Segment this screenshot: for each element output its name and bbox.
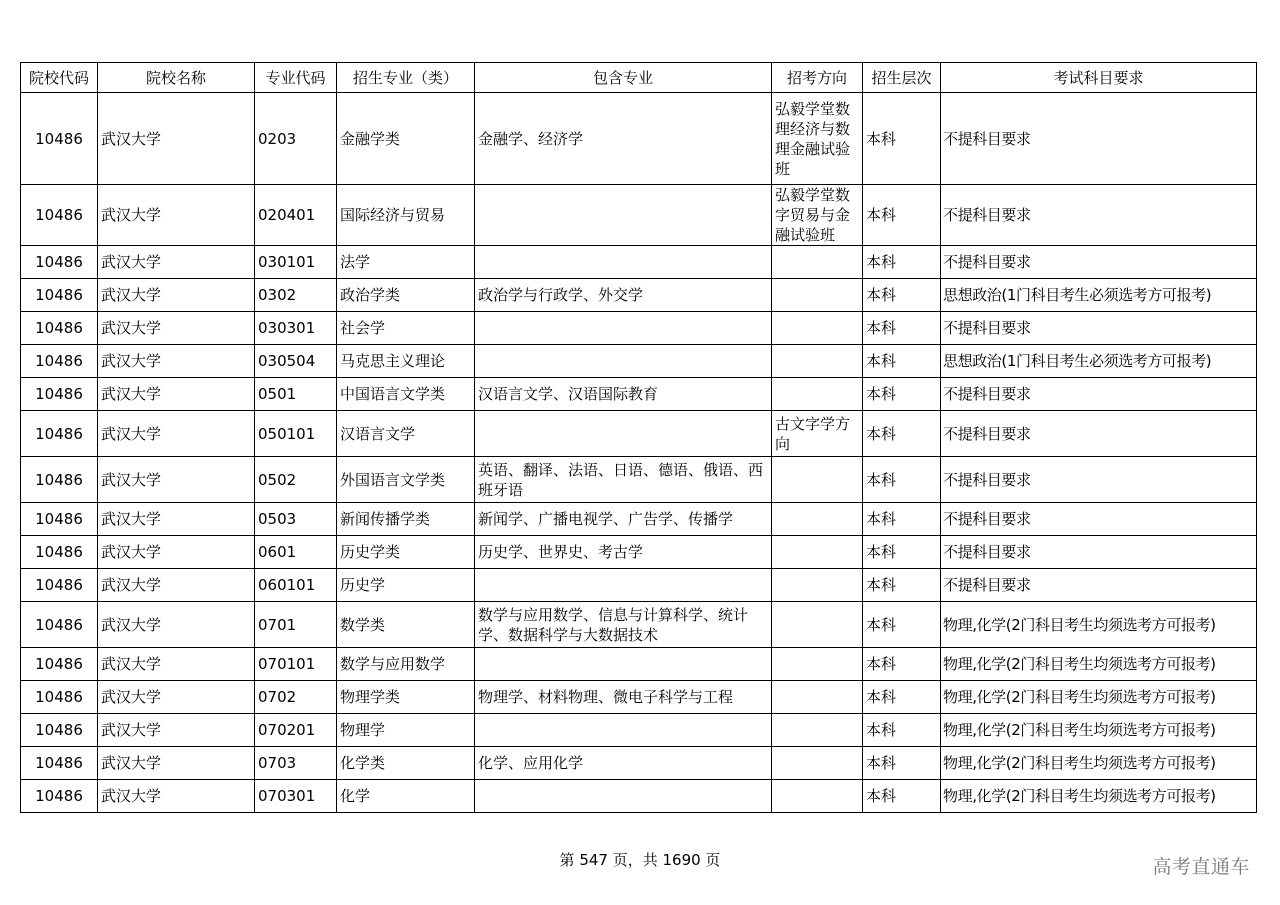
major-code-cell: 0702 bbox=[255, 681, 337, 714]
major-code-cell: 050101 bbox=[255, 411, 337, 457]
included-majors-cell: 物理学、材料物理、微电子科学与工程 bbox=[475, 681, 772, 714]
school-code-cell: 10486 bbox=[21, 378, 98, 411]
direction-cell bbox=[772, 246, 863, 279]
level-cell: 本科 bbox=[863, 312, 941, 345]
subject-requirements-cell: 思想政治(1门科目考生必须选考方可报考) bbox=[941, 279, 1257, 312]
major-cell: 历史学类 bbox=[337, 536, 475, 569]
header-school-name: 院校名称 bbox=[98, 63, 255, 93]
level-cell: 本科 bbox=[863, 681, 941, 714]
table-row bbox=[21, 503, 1257, 536]
major-cell: 新闻传播学类 bbox=[337, 503, 475, 536]
major-code-cell: 0503 bbox=[255, 503, 337, 536]
table-row bbox=[21, 648, 1257, 681]
school-name-cell: 武汉大学 bbox=[98, 457, 255, 503]
included-majors-cell bbox=[475, 345, 772, 378]
direction-cell bbox=[772, 279, 863, 312]
included-majors-cell bbox=[475, 714, 772, 747]
included-majors-cell bbox=[475, 246, 772, 279]
direction-cell bbox=[772, 602, 863, 648]
table-row bbox=[21, 246, 1257, 279]
subject-requirements-cell: 不提科目要求 bbox=[941, 411, 1257, 457]
level-cell: 本科 bbox=[863, 279, 941, 312]
level-cell: 本科 bbox=[863, 536, 941, 569]
subject-requirements-cell: 不提科目要求 bbox=[941, 185, 1257, 246]
major-code-cell: 020401 bbox=[255, 185, 337, 246]
major-cell: 社会学 bbox=[337, 312, 475, 345]
school-code-cell: 10486 bbox=[21, 411, 98, 457]
school-code-cell: 10486 bbox=[21, 503, 98, 536]
school-name-cell: 武汉大学 bbox=[98, 93, 255, 185]
school-code-cell: 10486 bbox=[21, 345, 98, 378]
direction-cell bbox=[772, 780, 863, 813]
subject-requirements-cell: 不提科目要求 bbox=[941, 312, 1257, 345]
level-cell: 本科 bbox=[863, 780, 941, 813]
school-code-cell: 10486 bbox=[21, 747, 98, 780]
direction-cell bbox=[772, 378, 863, 411]
school-code-cell: 10486 bbox=[21, 93, 98, 185]
school-name-cell: 武汉大学 bbox=[98, 312, 255, 345]
table-row bbox=[21, 312, 1257, 345]
included-majors-cell: 英语、翻译、法语、日语、德语、俄语、西班牙语 bbox=[475, 457, 772, 503]
level-cell: 本科 bbox=[863, 714, 941, 747]
subject-requirements-cell: 物理,化学(2门科目考生均须选考方可报考) bbox=[941, 681, 1257, 714]
major-cell: 政治学类 bbox=[337, 279, 475, 312]
watermark: 高考直通车 bbox=[1152, 856, 1250, 878]
subject-requirements-cell: 物理,化学(2门科目考生均须选考方可报考) bbox=[941, 747, 1257, 780]
direction-cell bbox=[772, 747, 863, 780]
school-code-cell: 10486 bbox=[21, 246, 98, 279]
table-row bbox=[21, 185, 1257, 246]
school-code-cell: 10486 bbox=[21, 279, 98, 312]
major-cell: 法学 bbox=[337, 246, 475, 279]
subject-requirements-cell: 不提科目要求 bbox=[941, 569, 1257, 602]
table-row bbox=[21, 681, 1257, 714]
subject-requirements-cell: 物理,化学(2门科目考生均须选考方可报考) bbox=[941, 602, 1257, 648]
major-cell: 化学 bbox=[337, 780, 475, 813]
direction-cell bbox=[772, 569, 863, 602]
included-majors-cell: 新闻学、广播电视学、广告学、传播学 bbox=[475, 503, 772, 536]
school-code-cell: 10486 bbox=[21, 312, 98, 345]
school-name-cell: 武汉大学 bbox=[98, 747, 255, 780]
direction-cell bbox=[772, 648, 863, 681]
included-majors-cell bbox=[475, 780, 772, 813]
direction-cell bbox=[772, 312, 863, 345]
major-code-cell: 030301 bbox=[255, 312, 337, 345]
school-code-cell: 10486 bbox=[21, 185, 98, 246]
school-code-cell: 10486 bbox=[21, 681, 98, 714]
school-name-cell: 武汉大学 bbox=[98, 536, 255, 569]
direction-cell: 弘毅学堂数字贸易与金融试验班 bbox=[772, 185, 863, 246]
level-cell: 本科 bbox=[863, 569, 941, 602]
major-code-cell: 0502 bbox=[255, 457, 337, 503]
table-row bbox=[21, 93, 1257, 185]
table-row bbox=[21, 536, 1257, 569]
level-cell: 本科 bbox=[863, 411, 941, 457]
school-name-cell: 武汉大学 bbox=[98, 780, 255, 813]
header-major: 招生专业（类） bbox=[337, 63, 475, 93]
subject-requirements-cell: 不提科目要求 bbox=[941, 536, 1257, 569]
direction-cell bbox=[772, 714, 863, 747]
table-row bbox=[21, 345, 1257, 378]
major-cell: 中国语言文学类 bbox=[337, 378, 475, 411]
school-code-cell: 10486 bbox=[21, 602, 98, 648]
level-cell: 本科 bbox=[863, 503, 941, 536]
subject-requirements-cell: 物理,化学(2门科目考生均须选考方可报考) bbox=[941, 714, 1257, 747]
school-name-cell: 武汉大学 bbox=[98, 503, 255, 536]
direction-cell: 弘毅学堂数理经济与数理金融试验班 bbox=[772, 93, 863, 185]
major-code-cell: 0703 bbox=[255, 747, 337, 780]
table-row bbox=[21, 780, 1257, 813]
school-name-cell: 武汉大学 bbox=[98, 714, 255, 747]
included-majors-cell: 数学与应用数学、信息与计算科学、统计学、数据科学与大数据技术 bbox=[475, 602, 772, 648]
direction-cell bbox=[772, 503, 863, 536]
school-name-cell: 武汉大学 bbox=[98, 279, 255, 312]
header-level: 招生层次 bbox=[863, 63, 941, 93]
major-code-cell: 070201 bbox=[255, 714, 337, 747]
major-cell: 汉语言文学 bbox=[337, 411, 475, 457]
level-cell: 本科 bbox=[863, 185, 941, 246]
included-majors-cell: 金融学、经济学 bbox=[475, 93, 772, 185]
school-name-cell: 武汉大学 bbox=[98, 569, 255, 602]
table-row bbox=[21, 569, 1257, 602]
included-majors-cell bbox=[475, 411, 772, 457]
table-body bbox=[21, 93, 1257, 813]
header-major-code: 专业代码 bbox=[255, 63, 337, 93]
major-cell: 历史学 bbox=[337, 569, 475, 602]
school-code-cell: 10486 bbox=[21, 457, 98, 503]
level-cell: 本科 bbox=[863, 378, 941, 411]
major-code-cell: 0501 bbox=[255, 378, 337, 411]
school-code-cell: 10486 bbox=[21, 569, 98, 602]
major-code-cell: 070301 bbox=[255, 780, 337, 813]
table-row bbox=[21, 747, 1257, 780]
level-cell: 本科 bbox=[863, 345, 941, 378]
included-majors-cell bbox=[475, 185, 772, 246]
header-direction: 招考方向 bbox=[772, 63, 863, 93]
school-code-cell: 10486 bbox=[21, 714, 98, 747]
school-name-cell: 武汉大学 bbox=[98, 411, 255, 457]
school-code-cell: 10486 bbox=[21, 648, 98, 681]
school-code-cell: 10486 bbox=[21, 536, 98, 569]
major-cell: 金融学类 bbox=[337, 93, 475, 185]
major-cell: 国际经济与贸易 bbox=[337, 185, 475, 246]
admissions-table bbox=[20, 62, 1257, 813]
subject-requirements-cell: 物理,化学(2门科目考生均须选考方可报考) bbox=[941, 780, 1257, 813]
subject-requirements-cell: 物理,化学(2门科目考生均须选考方可报考) bbox=[941, 648, 1257, 681]
major-code-cell: 0601 bbox=[255, 536, 337, 569]
table-row bbox=[21, 411, 1257, 457]
table-row bbox=[21, 279, 1257, 312]
major-code-cell: 0203 bbox=[255, 93, 337, 185]
major-cell: 外国语言文学类 bbox=[337, 457, 475, 503]
major-cell: 数学类 bbox=[337, 602, 475, 648]
table-row bbox=[21, 602, 1257, 648]
level-cell: 本科 bbox=[863, 246, 941, 279]
table-row bbox=[21, 378, 1257, 411]
major-code-cell: 0302 bbox=[255, 279, 337, 312]
major-code-cell: 060101 bbox=[255, 569, 337, 602]
header-row bbox=[21, 63, 1257, 93]
included-majors-cell: 政治学与行政学、外交学 bbox=[475, 279, 772, 312]
school-name-cell: 武汉大学 bbox=[98, 185, 255, 246]
school-name-cell: 武汉大学 bbox=[98, 378, 255, 411]
direction-cell bbox=[772, 536, 863, 569]
school-name-cell: 武汉大学 bbox=[98, 246, 255, 279]
header-included-majors: 包含专业 bbox=[475, 63, 772, 93]
level-cell: 本科 bbox=[863, 648, 941, 681]
subject-requirements-cell: 不提科目要求 bbox=[941, 93, 1257, 185]
school-name-cell: 武汉大学 bbox=[98, 602, 255, 648]
included-majors-cell: 历史学、世界史、考古学 bbox=[475, 536, 772, 569]
page-number: 第 547 页，共 1690 页 bbox=[559, 851, 721, 869]
major-cell: 物理学 bbox=[337, 714, 475, 747]
major-cell: 马克思主义理论 bbox=[337, 345, 475, 378]
subject-requirements-cell: 不提科目要求 bbox=[941, 503, 1257, 536]
major-cell: 化学类 bbox=[337, 747, 475, 780]
subject-requirements-cell: 不提科目要求 bbox=[941, 378, 1257, 411]
major-cell: 物理学类 bbox=[337, 681, 475, 714]
subject-requirements-cell: 不提科目要求 bbox=[941, 246, 1257, 279]
subject-requirements-cell: 不提科目要求 bbox=[941, 457, 1257, 503]
major-code-cell: 030101 bbox=[255, 246, 337, 279]
level-cell: 本科 bbox=[863, 602, 941, 648]
school-name-cell: 武汉大学 bbox=[98, 345, 255, 378]
level-cell: 本科 bbox=[863, 93, 941, 185]
included-majors-cell bbox=[475, 312, 772, 345]
direction-cell bbox=[772, 681, 863, 714]
major-code-cell: 070101 bbox=[255, 648, 337, 681]
table-row bbox=[21, 714, 1257, 747]
direction-cell bbox=[772, 457, 863, 503]
table-row bbox=[21, 457, 1257, 503]
included-majors-cell bbox=[475, 648, 772, 681]
included-majors-cell: 汉语言文学、汉语国际教育 bbox=[475, 378, 772, 411]
major-cell: 数学与应用数学 bbox=[337, 648, 475, 681]
included-majors-cell bbox=[475, 569, 772, 602]
direction-cell: 古文字学方向 bbox=[772, 411, 863, 457]
school-code-cell: 10486 bbox=[21, 780, 98, 813]
level-cell: 本科 bbox=[863, 457, 941, 503]
subject-requirements-cell: 思想政治(1门科目考生必须选考方可报考) bbox=[941, 345, 1257, 378]
header-subject-requirements: 考试科目要求 bbox=[941, 63, 1257, 93]
major-code-cell: 0701 bbox=[255, 602, 337, 648]
level-cell: 本科 bbox=[863, 747, 941, 780]
included-majors-cell: 化学、应用化学 bbox=[475, 747, 772, 780]
direction-cell bbox=[772, 345, 863, 378]
school-name-cell: 武汉大学 bbox=[98, 681, 255, 714]
school-name-cell: 武汉大学 bbox=[98, 648, 255, 681]
major-code-cell: 030504 bbox=[255, 345, 337, 378]
header-school-code: 院校代码 bbox=[21, 63, 98, 93]
